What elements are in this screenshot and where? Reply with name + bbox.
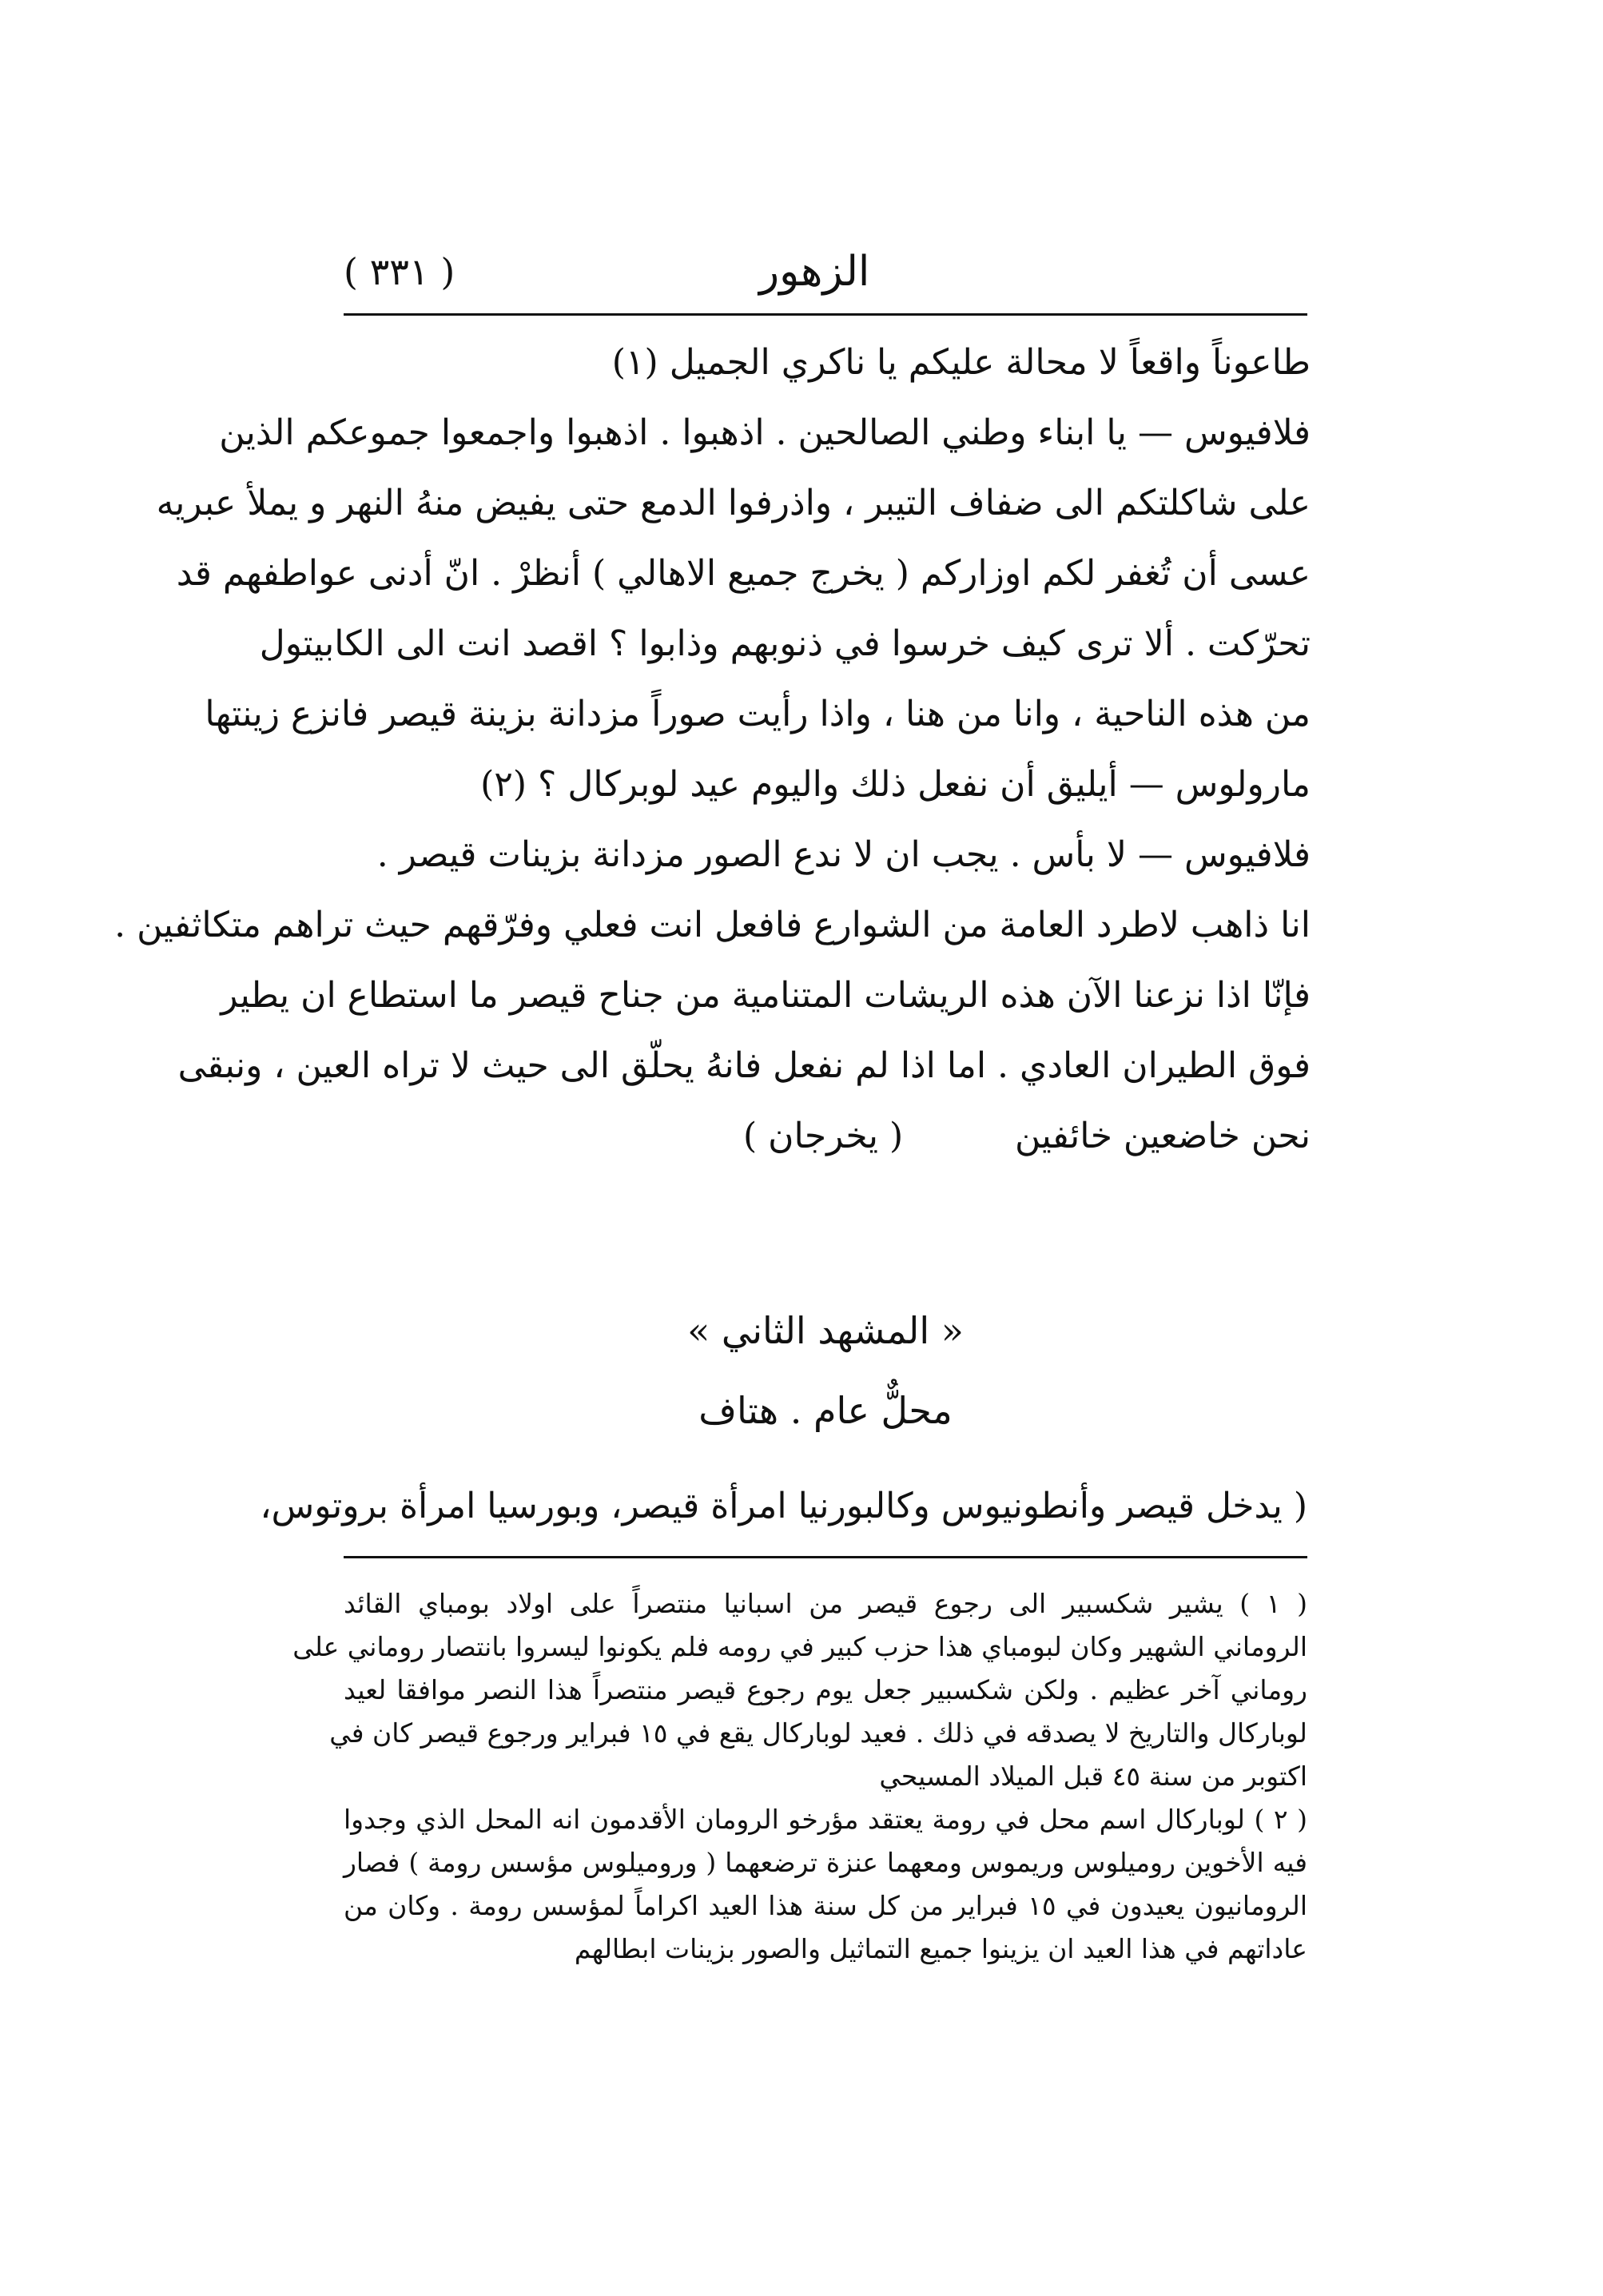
text-line: نحن خاضعين خائفين ( يخرجان )	[743, 1116, 1311, 1156]
text-line: عسى أن تُغفر لكم اوزاركم ( يخرج جميع الاهالي ) أنظرْ . انّ أدنى عواطفهم قد	[176, 553, 1311, 594]
footnote-line: روماني آخر عظيم . ولكن شكسبير جعل يوم رجوع قيصر منتصراً هذا النصر موافقا لعيد	[344, 1674, 1307, 1705]
stage-direction: ( يدخل قيصر وأنطونيوس وكالبورنيا امرأة قيصر، وبورسيا امرأة بروتوس،	[260, 1486, 1307, 1526]
text-line: فلافيوس — يا ابناء وطني الصالحين . اذهبوا . اذهبوا واجمعوا جموعكم الذين	[219, 412, 1311, 453]
footnote-line: اكتوبر من سنة ٤٥ قبل الميلاد المسيحي	[879, 1761, 1307, 1792]
running-title: الزهور	[759, 248, 870, 296]
footnote-line: ( ١ ) يشير شكسبير الى رجوع قيصر من اسبانيا منتصراً على اولاد بومباي القائد	[344, 1588, 1307, 1619]
footnote-line: الروماني الشهير وكان لبومباي هذا حزب كبير في رومه فلم يكونوا ليسروا بانتصار روماني على	[292, 1631, 1307, 1662]
scene-place: محلٌّ عام . هتاف	[698, 1389, 953, 1432]
scene-heading	[344, 1291, 1307, 1450]
footnote-line: لوباركال والتاريخ لا يصدقه في ذلك . فعيد لوباركال يقع في ١٥ فبراير ورجوع قيصر كان في	[329, 1717, 1307, 1749]
text-line: مارولوس — أيليق أن نفعل ذلك واليوم عيد لوبركال ؟ (٢)	[480, 764, 1311, 805]
footnote-line: فيه الأخوين روميلوس وريموس ومعهما عنزة ترضعهما ( وروميلوس مؤسس رومة ) فصار	[344, 1847, 1307, 1878]
text-line: طاعوناً واقعاً لا محالة عليكم يا ناكري الجميل (١)	[611, 342, 1311, 383]
scene-title: « المشهد الثاني »	[687, 1309, 964, 1352]
page-header	[344, 240, 1303, 304]
text-line: تحرّكت . ألا ترى كيف خرسوا في ذنوبهم وذابوا ؟ اقصد انت الى الكابيتول	[259, 623, 1311, 664]
text-line: فوق الطيران العادي . اما اذا لم نفعل فانهُ يحلّق الى حيث لا تراه العين ، ونبقى	[177, 1045, 1311, 1086]
footnotes	[292, 1582, 1307, 1971]
main-text	[114, 328, 1311, 1172]
footnote-rule	[344, 1556, 1307, 1558]
text-line: فإنّا اذا نزعنا الآن هذه الريشات المتنامية من جناح قيصر ما استطاع ان يطير	[221, 975, 1311, 1016]
header-rule	[344, 313, 1307, 316]
page-number: ( ٣٣١ )	[344, 250, 455, 293]
text-line: انا ذاهب لاطرد العامة من الشوارع فافعل انت فعلي وفرّقهم حيث تراهم متكاثفين .	[114, 905, 1311, 945]
text-line: على شاكلتكم الى ضفاف التيبر ، واذرفوا الدمع حتى يفيض منهُ النهر و يملأ عبريه	[156, 483, 1311, 523]
footnote-line: ( ٢ ) لوباركال اسم محل في رومة يعتقد مؤرخو الرومان الأقدمون انه المحل الذي وجدوا	[344, 1804, 1307, 1835]
text-line: فلافيوس — لا بأس . يجب ان لا ندع الصور مزدانة بزينات قيصر .	[376, 834, 1311, 875]
text-line: من هذه الناحية ، وانا من هنا ، واذا رأيت صوراً مزدانة بزينة قيصر فانزع زينتها	[205, 694, 1311, 734]
footnote-line: الرومانيون يعيدون في ١٥ فبراير من كل سنة هذا العيد اكراماً لمؤسس رومة . وكان من	[344, 1890, 1307, 1921]
footnote-line: عاداتهم في هذا العيد ان يزينوا جميع التماثيل والصور بزينات ابطالهم	[574, 1933, 1307, 1964]
